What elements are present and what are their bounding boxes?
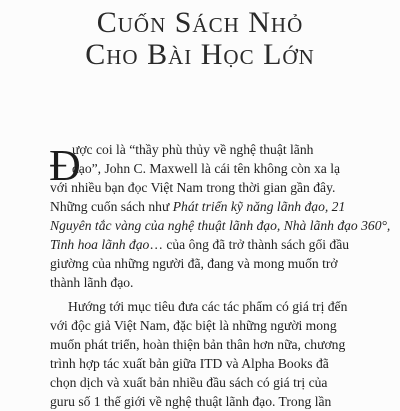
paragraph-1-line-3: với nhiều bạn đọc Việt Nam trong thời gian gần đây. [50,180,336,195]
paragraph-1-line-4 [50,197,360,216]
title-line-2: Cho Bài Học Lớn [85,38,315,71]
book-title-italic-2: Tinh hoa lãnh đạo [50,237,150,252]
paragraph-1 [50,140,391,292]
paragraph-1-line-4-text: Những cuốn sách như [50,199,173,214]
paragraph-1-line-5: Nguyên tắc vàng của nghệ thuật lãnh đạo, Nhà lãnh đạo 360°, [50,218,391,233]
paragraph-1-line-6-text: … của ông đã trở thành sách gối đầu [149,237,350,252]
paragraph-1-line-1: ược coi là “thầy phù thủy về nghệ thuật lãnh [72,142,314,157]
paragraph-2 [50,297,360,411]
paragraph-1-line-7: giường của những người đã, đang và mong muốn trở [50,256,338,271]
paragraph-2-line-6: guru số 1 thế giới về nghệ thuật lãnh đạo. Trong lần [50,394,332,409]
title-line-1: Cuốn Sách Nhỏ [96,6,304,39]
drop-cap: Đ [49,141,81,190]
paragraph-2-line-4: trình hợp tác xuất bản giữa ITD và Alpha Books đã [50,356,329,371]
book-title-italic: Phát triển kỹ năng lãnh đạo, 21 [172,199,346,214]
paragraph-1-line-6 [50,235,360,254]
paragraph-2-line-3: muốn phát triển, hoàn thiện bản thân hơn nữa, chương [50,337,346,352]
paragraph-2-line-5: chọn dịch và xuất bản nhiều đầu sách có giá trị của [50,375,328,390]
paragraph-1-line-8: thành lãnh đạo. [50,275,134,290]
paragraph-2-line-2: với độc giả Việt Nam, đặc biệt là những người mong [50,318,337,333]
paragraph-2-line-1: Hướng tới mục tiêu đưa các tác phẩm có giá trị đến [68,299,348,314]
paragraph-1-line-2: đạo”, John C. Maxwell là cái tên không còn xa lạ [72,161,341,176]
